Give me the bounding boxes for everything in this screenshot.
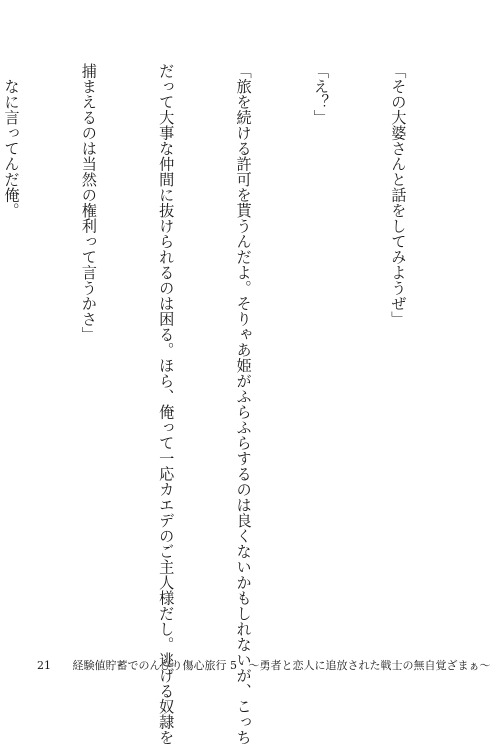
page-number: 21 (37, 659, 51, 672)
book-subtitle: ～勇者と恋人に追放された戦士の無自覚ざまぁ～ (248, 659, 491, 672)
text-line: 「え？」 (312, 63, 331, 125)
text-line: 「旅を続ける許可を貰うんだよ。そりゃあ姫がふらふらするのは良くないかもしれないが、こっち (234, 63, 253, 745)
text-line: 捕まえるのは当然の権利って言うかさ」 (79, 63, 98, 342)
text-line: 「その大婆さんと話をしてみようぜ」 (389, 63, 408, 327)
text-line: なに言ってんだ俺。 (2, 63, 21, 218)
page-footer (37, 657, 491, 673)
text-line: だって大事な仲間に抜けられるのは困る。ほら、俺って一応カエデのご主人様だし。逃げる奴隷を (157, 63, 176, 745)
book-title: 経験値貯蓄でのんびり傷心旅行 5 (72, 659, 237, 672)
